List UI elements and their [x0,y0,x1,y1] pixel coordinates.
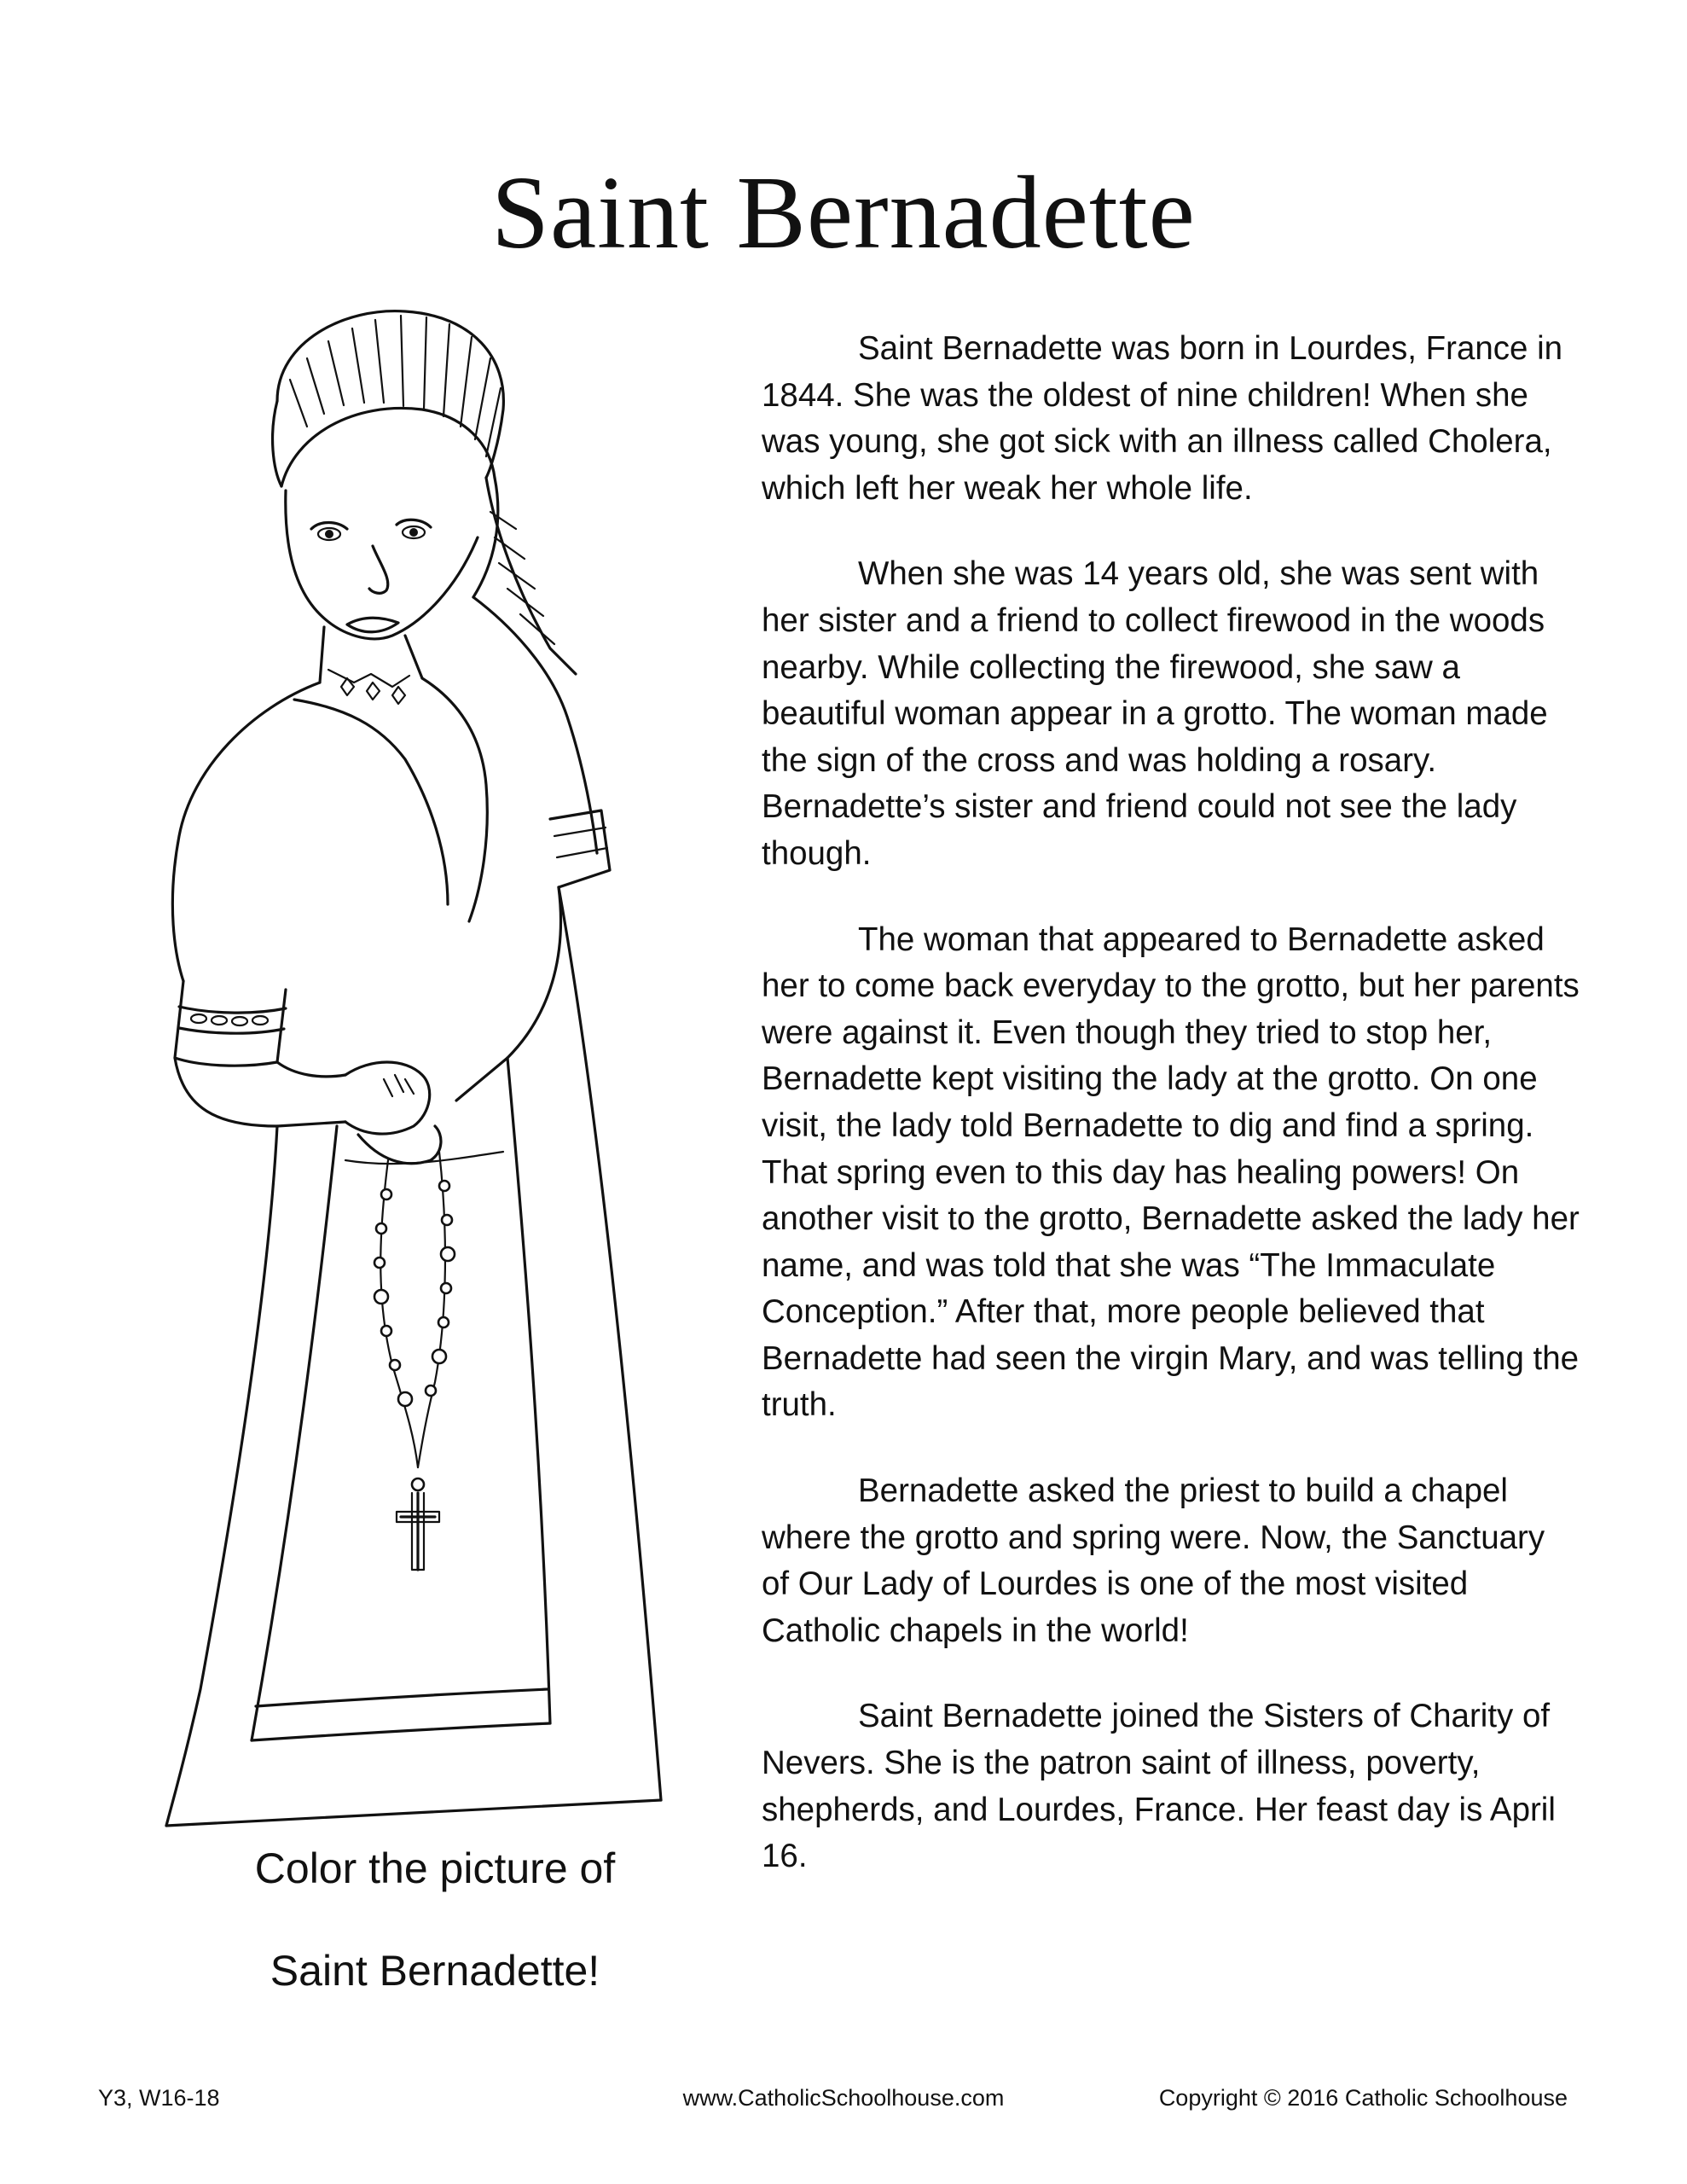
cross-icon [401,1493,435,1570]
saint-bernadette-illustration [149,307,712,1834]
page-title: Saint Bernadette [491,155,1196,270]
paragraph-patronage: Saint Bernadette joined the Sisters of Charity of Nevers. She is the patron saint of illness, poverty, shepherds, and Lourdes, France. Her feast day is April 16. [762,1698,1556,1875]
biography-text [762,326,1580,1920]
rosary-beads [374,1152,455,1490]
footer-unit-code: Y3, W16-18 [98,2085,220,2111]
caption-line-2: Saint Bernadette! [270,1947,600,1995]
paragraph-chapel: Bernadette asked the priest to build a chapel where the grotto and spring were. Now, the Sanctuary of Our Lady of Lourdes is one of the most visited Catholic chapels in the world! [762,1472,1545,1649]
caption-line-1: Color the picture of [254,1844,616,1892]
paragraph-birth: Saint Bernadette was born in Lourdes, France in 1844. She was the oldest of nine children! When she was young, she got sick with an illness called Cholera, which left her weak her whole life. [762,330,1563,507]
footer-copyright: Copyright © 2016 Catholic Schoolhouse [1158,2085,1568,2111]
paragraph-visits: The woman that appeared to Bernadette asked her to come back everyday to the grotto, but her parents were against it. Even though they tried to stop her, Bernadette kept visiting the lady at the grotto. On one visit, the lady told Bernadette to dig and find a spring. That spring even to this day has healing powers! On another visit to the grotto, Bernadette asked the lady her name, and was told that she was “The Immaculate Conception.” After that, more people believed that Bernadette had seen the virgin Mary, and was telling the truth. [762,921,1580,1424]
paragraph-apparition: When she was 14 years old, she was sent with her sister and a friend to collect firewood in the woods nearby. While collecting the firewood, she saw a beautiful woman appear in a grotto. The woman made the sign of the cross and was holding a rosary. Bernadette’s sister and friend could not see the lady though. [762,555,1548,872]
footer-website: www.CatholicSchoolhouse.com [682,2085,1005,2111]
